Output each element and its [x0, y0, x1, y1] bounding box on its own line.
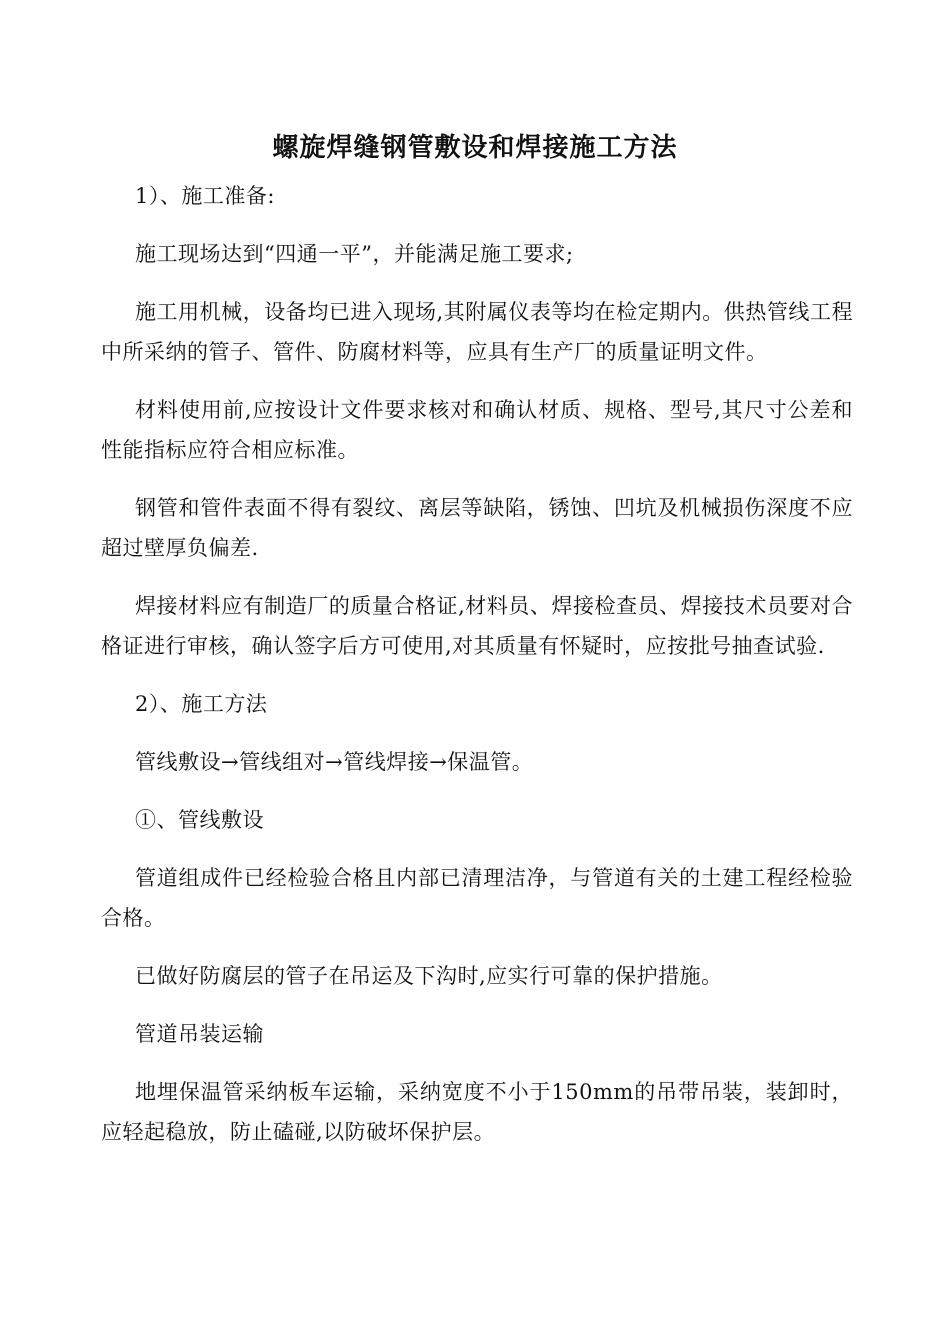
- document-title: 螺旋焊缝钢管敷设和焊接施工方法: [272, 133, 678, 163]
- paragraph: 焊接材料应有制造厂的质量合格证,材料员、焊接检查员、焊接技术员要对合格证进行审核，确认签字后方可使用,对其质量有怀疑时，应按批号抽查试验.: [101, 594, 853, 658]
- section-heading-method: 2）、施工方法: [135, 692, 268, 716]
- section-heading-preparation: 1）、施工准备:: [135, 184, 275, 208]
- paragraph: 施工用机械，设备均已进入现场,其附属仪表等均在检定期内。供热管线工程中所采纳的管子、管件、防腐材料等，应具有生产厂的质量证明文件。: [101, 300, 853, 364]
- paragraph: 钢管和管件表面不得有裂纹、离层等缺陷，锈蚀、凹坑及机械损伤深度不应超过壁厚负偏差.: [101, 496, 853, 560]
- paragraph: 材料使用前,应按设计文件要求核对和确认材质、规格、型号,其尺寸公差和性能指标应符合相应标准。: [101, 398, 853, 462]
- paragraph: 地埋保温管采纳板车运输，采纳宽度不小于150mm的吊带吊装，装卸时，应轻起稳放，防止磕碰,以防破坏保护层。: [101, 1080, 853, 1144]
- subsection-heading-laying: ①、管线敷设: [135, 808, 264, 832]
- paragraph: 施工现场达到“四通一平”，并能满足施工要求;: [135, 242, 574, 266]
- paragraph: 管道组成件已经检验合格且内部已清理洁净，与管道有关的土建工程经检验合格。: [101, 866, 853, 930]
- paragraph: 管线敷设→管线组对→管线焊接→保温管。: [135, 750, 534, 774]
- paragraph: 已做好防腐层的管子在吊运及下沟时,应实行可靠的保护措施。: [135, 964, 723, 988]
- subsection-heading-hoisting: 管道吊装运输: [135, 1022, 264, 1046]
- document-body: [101, 176, 853, 1170]
